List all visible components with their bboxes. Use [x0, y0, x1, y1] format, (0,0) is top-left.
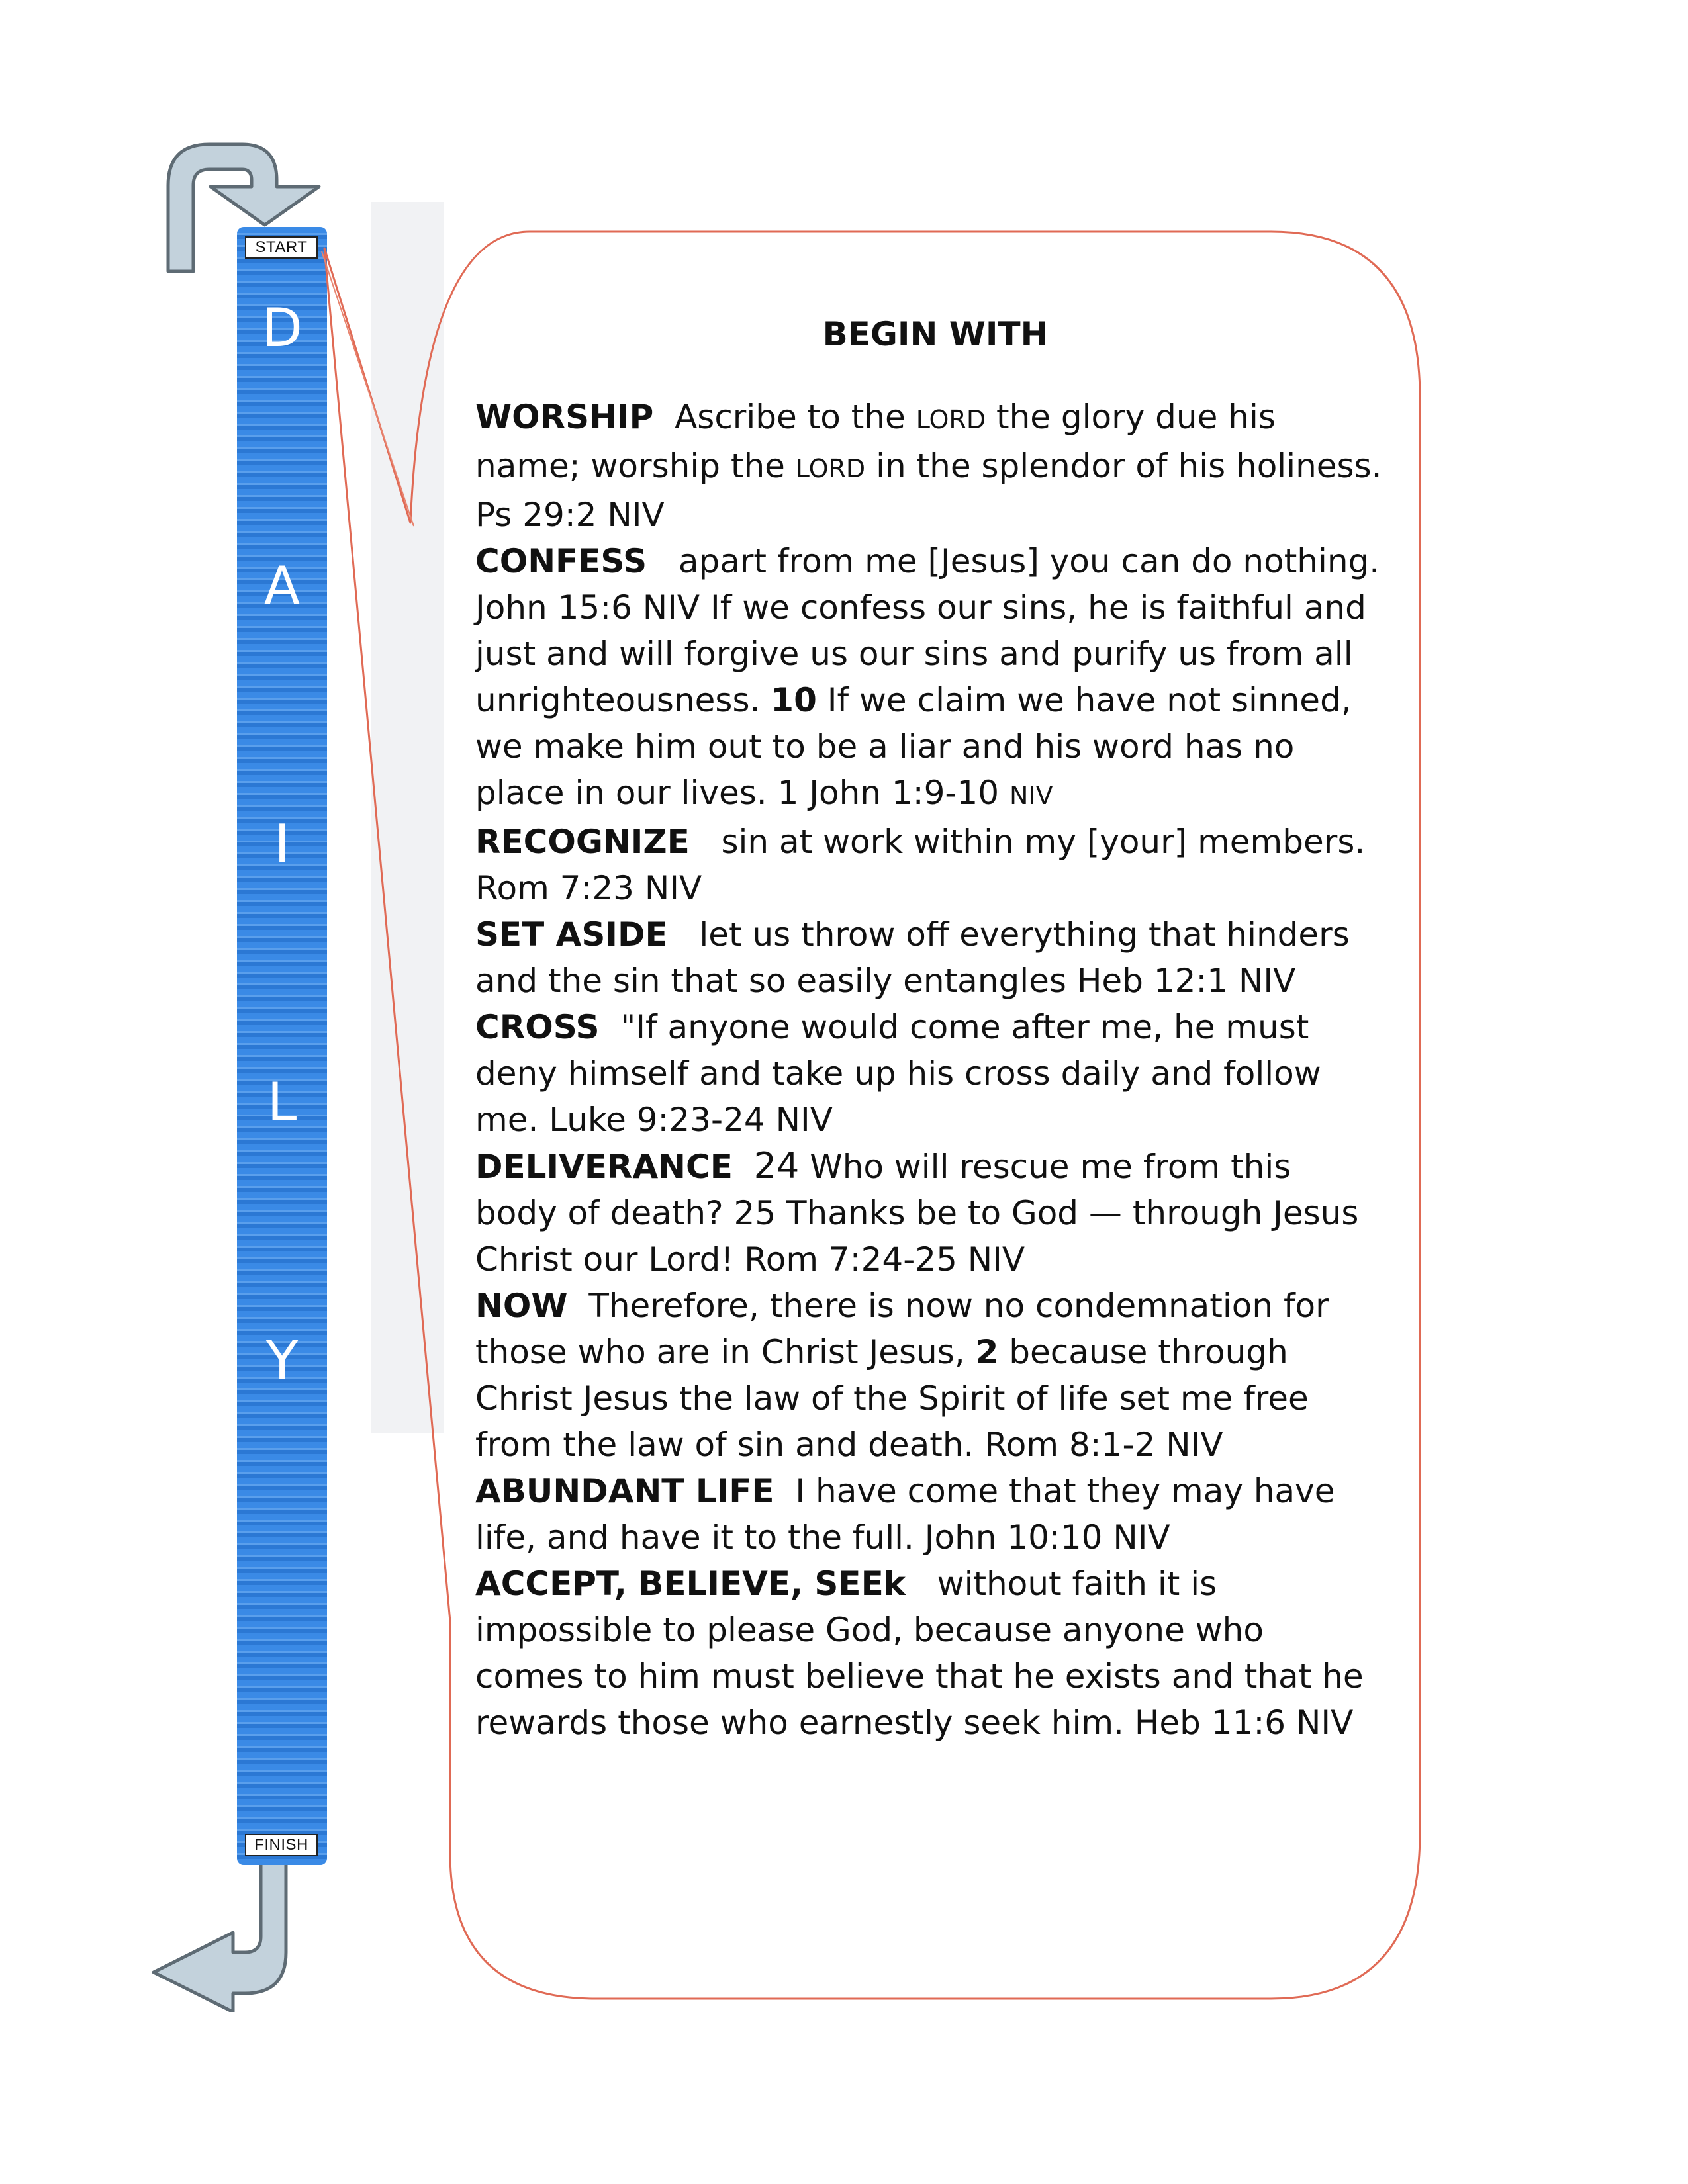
bar-letter-y: Y	[265, 1330, 299, 1391]
bar-letter-i: I	[274, 813, 290, 875]
entry-keyword: DELIVERANCE	[475, 1148, 733, 1186]
entry-set-aside	[475, 911, 1382, 1004]
entry-text: I have come that they may have life, and have it to the full. John 10:10 NIV	[475, 1472, 1335, 1557]
entry-recognize	[475, 819, 1382, 911]
entry-abundant-life	[475, 1468, 1382, 1561]
verse-number: 10	[771, 681, 817, 719]
entry-now	[475, 1283, 1382, 1468]
verse-number: 2	[975, 1333, 999, 1371]
verse-number: 24	[753, 1145, 800, 1187]
entry-text: LORD	[795, 454, 866, 483]
entry-text: apart from me [Jesus] you can do nothing. John 15:6 NIV If we confess our sins, he is faithful and just and will forgive us our sins and purify us from all unrighteousness.	[475, 542, 1380, 719]
entry-keyword: RECOGNIZE	[475, 823, 690, 861]
entry-text: If we claim we have not sinned, we make him out to be a liar and his word has no place in our lives. 1 John 1:9-10	[475, 681, 1352, 812]
entry-keyword: NOW	[475, 1287, 568, 1325]
entry-deliverance	[475, 1143, 1382, 1283]
entry-worship	[475, 394, 1382, 538]
entry-text: in the splendor of his holiness. Ps 29:2 NIV	[475, 447, 1382, 534]
entry-text: NIV	[1009, 781, 1053, 810]
entry-keyword: CONFESS	[475, 542, 647, 580]
entry-text: Therefore, there is now no condemnation for those who are in Christ Jesus,	[475, 1287, 1329, 1371]
entry-keyword: SET ASIDE	[475, 915, 668, 954]
entry-text: because through Christ Jesus the law of the Spirit of life set me free from the law of sin and death. Rom 8:1-2 NIV	[475, 1333, 1309, 1464]
entry-confess	[475, 538, 1382, 819]
callout-content	[475, 311, 1382, 1746]
entry-keyword: ACCEPT, BELIEVE, SEEk	[475, 1565, 906, 1603]
start-label: START	[245, 236, 318, 259]
entry-text: Ascribe to the	[675, 398, 916, 436]
entry-text: LORD	[915, 405, 986, 434]
callout-heading: BEGIN WITH	[822, 315, 1049, 353]
entry-text: let us throw off everything that hinders and the sin that so easily entangles Heb 12:1 NIV	[475, 915, 1350, 1000]
entry-text: Who will rescue me from this body of death? 25 Thanks be to God — through Jesus Christ our Lord! Rom 7:24-25 NIV	[475, 1148, 1359, 1279]
entry-text: sin at work within my [your] members. Rom 7:23 NIV	[475, 823, 1366, 907]
entry-keyword: ABUNDANT LIFE	[475, 1472, 774, 1510]
entry-keyword: WORSHIP	[475, 398, 654, 436]
bar-letter-l: L	[267, 1071, 297, 1133]
entry-cross	[475, 1004, 1382, 1143]
entry-keyword: CROSS	[475, 1008, 600, 1046]
entry-text: without faith it is impossible to please God, because anyone who comes to him must believe that he exists and that he rewards those who earnestly seek him. Heb 11:6 NIV	[475, 1565, 1364, 1742]
bar-letter-d: D	[261, 297, 303, 359]
entry-accept-believe-seek	[475, 1561, 1382, 1746]
finish-label: FINISH	[245, 1834, 318, 1856]
entry-text: "If anyone would come after me, he must deny himself and take up his cross daily and follow me. Luke 9:23-24 NIV	[475, 1008, 1321, 1139]
bar-letter-a: A	[263, 555, 301, 617]
entry-text: the glory due his name; worship the	[475, 398, 1276, 485]
